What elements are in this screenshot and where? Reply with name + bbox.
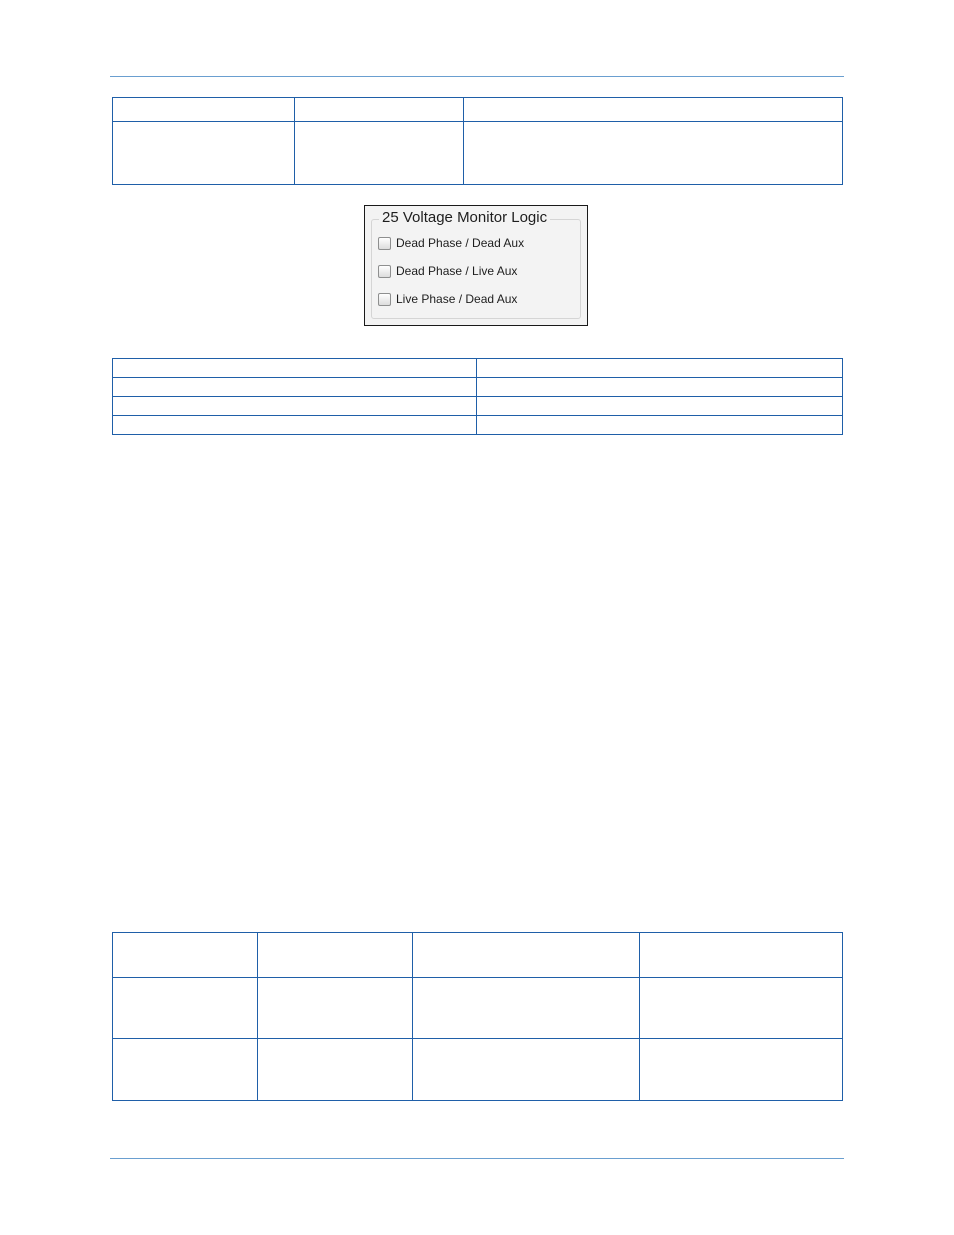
table-row bbox=[113, 933, 843, 978]
dead-phase-dead-aux-option[interactable] bbox=[378, 235, 524, 251]
table-row bbox=[113, 416, 843, 435]
table-row bbox=[113, 397, 843, 416]
table-cell bbox=[477, 359, 843, 378]
table-cell bbox=[113, 359, 477, 378]
voltage-monitor-logic-screenshot bbox=[364, 205, 588, 326]
table-cell bbox=[413, 978, 640, 1039]
header-rule bbox=[110, 76, 844, 77]
table-cell bbox=[113, 978, 258, 1039]
table-cell bbox=[640, 933, 843, 978]
table-cell bbox=[113, 98, 295, 122]
table-cell bbox=[413, 1039, 640, 1101]
dead-phase-dead-aux-checkbox[interactable] bbox=[378, 237, 391, 250]
table-cell bbox=[464, 98, 843, 122]
table-cell bbox=[477, 397, 843, 416]
table-cell bbox=[113, 416, 477, 435]
footer-rule bbox=[110, 1158, 844, 1159]
table-cell bbox=[477, 378, 843, 397]
table-cell bbox=[113, 1039, 258, 1101]
table-row bbox=[113, 359, 843, 378]
table-cell bbox=[258, 1039, 413, 1101]
table-cell bbox=[258, 933, 413, 978]
checkbox-label: Live Phase / Dead Aux bbox=[396, 292, 518, 306]
table-cell bbox=[464, 122, 843, 185]
live-phase-dead-aux-checkbox[interactable] bbox=[378, 293, 391, 306]
table-cell bbox=[113, 397, 477, 416]
table-cell bbox=[113, 933, 258, 978]
table-cell bbox=[113, 378, 477, 397]
table-row bbox=[113, 98, 843, 122]
table-cell bbox=[295, 98, 464, 122]
table-row bbox=[113, 122, 843, 185]
table-cell bbox=[113, 122, 295, 185]
dead-phase-live-aux-checkbox[interactable] bbox=[378, 265, 391, 278]
settings-table-1 bbox=[112, 97, 843, 185]
settings-table-3 bbox=[112, 932, 843, 1101]
dead-phase-live-aux-option[interactable] bbox=[378, 263, 517, 279]
groupbox-title: 25 Voltage Monitor Logic bbox=[379, 209, 550, 227]
table-cell bbox=[258, 978, 413, 1039]
checkbox-label: Dead Phase / Live Aux bbox=[396, 264, 518, 278]
settings-table-2 bbox=[112, 358, 843, 435]
table-cell bbox=[477, 416, 843, 435]
live-phase-dead-aux-option[interactable] bbox=[378, 291, 517, 307]
table-row bbox=[113, 1039, 843, 1101]
checkbox-label: Dead Phase / Dead Aux bbox=[396, 236, 525, 250]
table-cell bbox=[640, 1039, 843, 1101]
table-row bbox=[113, 978, 843, 1039]
table-row bbox=[113, 378, 843, 397]
table-cell bbox=[413, 933, 640, 978]
table-cell bbox=[640, 978, 843, 1039]
table-cell bbox=[295, 122, 464, 185]
